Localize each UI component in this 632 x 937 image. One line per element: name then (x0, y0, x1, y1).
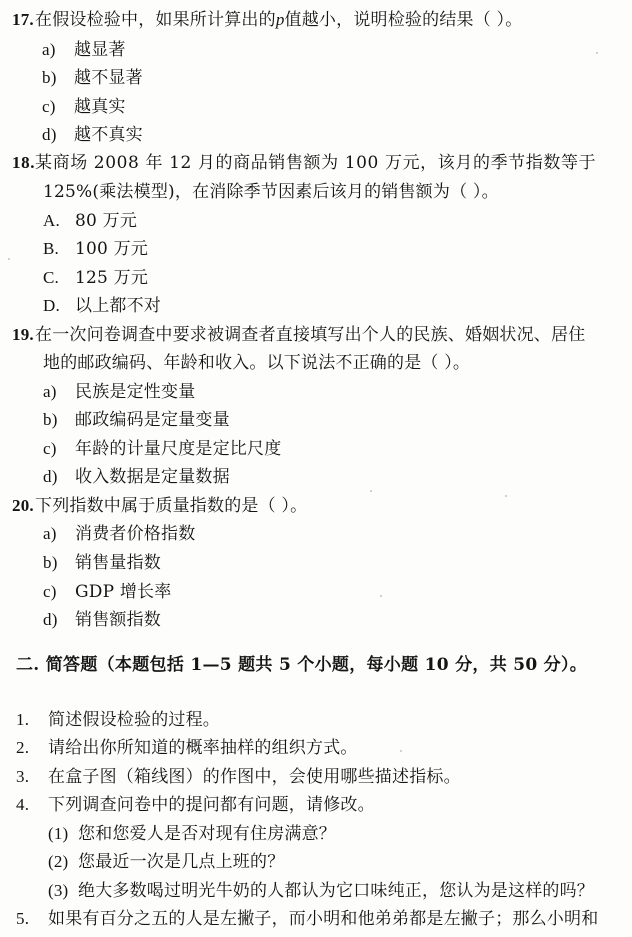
option-item: b) 邮政编码是定量变量 (43, 410, 230, 430)
scan-speck (370, 490, 372, 492)
option-item: d) 收入数据是定量数据 (43, 467, 230, 487)
short-answer-item: 3. 在盒子图（箱线图）的作图中，会使用哪些描述指标。 (16, 767, 461, 787)
question-number: 17. (12, 10, 34, 29)
scan-speck (596, 52, 598, 54)
question-19-stem-line2: 地的邮政编码、年龄和收入。以下说法不正确的是（ ）。 (43, 353, 471, 373)
question-19-stem-line1: 19.在一次问卷调查中要求被调查者直接填写出个人的民族、婚姻状况、居住 (12, 325, 586, 345)
option-item: c) 年龄的计量尺度是定比尺度 (43, 439, 282, 459)
option-item: c) GDP 增长率 (43, 582, 172, 602)
option-item: d) 销售额指数 (43, 610, 161, 630)
option-item: c) 越真实 (42, 97, 126, 117)
question-20-stem: 20.下列指数中属于质量指数的是（ ）。 (12, 496, 308, 516)
option-item: a) 民族是定性变量 (43, 382, 196, 402)
short-answer-item: 1. 简述假设检验的过程。 (16, 710, 220, 730)
option-item: C. 125 万元 (43, 268, 149, 288)
short-answer-subitem: (2) 您最近一次是几点上班的？ (48, 852, 285, 872)
option-item: a) 消费者价格指数 (43, 524, 196, 544)
p-value-symbol: p (275, 10, 285, 29)
short-answer-item: 4. 下列调查问卷中的提问都有问题，请修改。 (16, 795, 375, 815)
question-17-stem: 17.在假设检验中，如果所计算出的p值越小，说明检验的结果（ ）。 (12, 10, 523, 30)
short-answer-subitem: (3) 绝大多数喝过明光牛奶的人都认为它口味纯正，您认为是这样的吗？ (48, 881, 594, 901)
option-item: b) 销售量指数 (43, 553, 161, 573)
scan-speck (400, 750, 402, 752)
short-answer-subitem: (1) 您和您爱人是否对现有住房满意？ (48, 824, 336, 844)
option-item: a) 越显著 (42, 40, 126, 60)
short-answer-item: 5. 如果有百分之五的人是左撇子，而小明和他弟弟都是左撇子；那么小明和 (16, 909, 599, 929)
option-item: B. 100 万元 (43, 239, 149, 259)
section-heading-short-answer: 二. 简答题（本题包括 1—5 题共 5 个小题，每小题 10 分，共 50 分）。 (16, 655, 588, 675)
question-number: 20. (12, 496, 34, 515)
scan-speck (505, 495, 507, 497)
option-item: D. 以上都不对 (43, 296, 161, 316)
option-item: d) 越不真实 (42, 125, 143, 145)
question-18-stem-line1: 18.某商场 2008 年 12 月的商品销售额为 100 万元，该月的季节指数等于 (12, 153, 597, 173)
question-number: 18. (12, 153, 36, 172)
question-18-stem-line2: 125%(乘法模型)，在消除季节因素后该月的销售额为（ ）。 (43, 182, 499, 202)
scan-speck (8, 258, 10, 260)
option-item: b) 越不显著 (42, 68, 143, 88)
option-item: A. 80 万元 (43, 211, 138, 231)
short-answer-item: 2. 请给出你所知道的概率抽样的组织方式。 (16, 738, 358, 758)
question-number: 19. (12, 325, 34, 344)
scan-speck (380, 595, 382, 597)
